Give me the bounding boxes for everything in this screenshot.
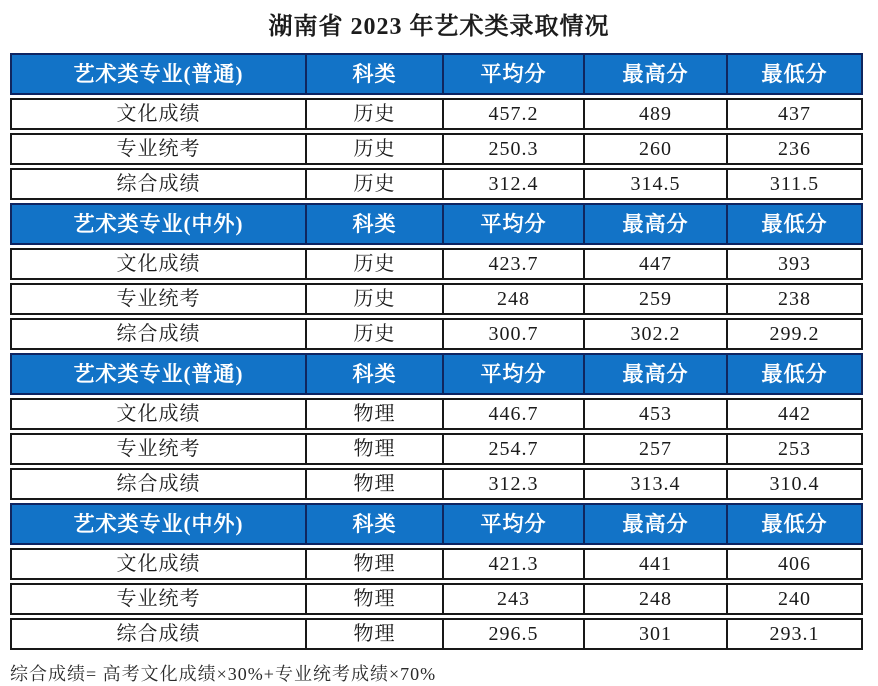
cell-average: 312.4 bbox=[442, 168, 583, 200]
cell-average: 446.7 bbox=[442, 398, 583, 430]
cell-subject: 物理 bbox=[305, 398, 442, 430]
cell-score-type: 综合成绩 bbox=[10, 618, 305, 650]
column-header-lowest: 最低分 bbox=[726, 203, 863, 245]
cell-highest: 313.4 bbox=[583, 468, 726, 500]
cell-lowest: 293.1 bbox=[726, 618, 863, 650]
cell-subject: 物理 bbox=[305, 618, 442, 650]
table-section bbox=[10, 503, 863, 650]
cell-score-type: 文化成绩 bbox=[10, 398, 305, 430]
page-title: 湖南省 2023 年艺术类录取情况 bbox=[268, 14, 610, 40]
table-row bbox=[10, 318, 863, 350]
footnote: 综合成绩= 高考文化成绩×30%+专业统考成绩×70% bbox=[10, 664, 437, 684]
cell-lowest: 393 bbox=[726, 248, 863, 280]
cell-subject: 物理 bbox=[305, 548, 442, 580]
table-section bbox=[10, 53, 863, 200]
cell-subject: 物理 bbox=[305, 468, 442, 500]
cell-subject: 物理 bbox=[305, 583, 442, 615]
cell-lowest: 310.4 bbox=[726, 468, 863, 500]
section-header-row bbox=[10, 53, 863, 95]
column-header-subject: 科类 bbox=[305, 503, 442, 545]
cell-average: 296.5 bbox=[442, 618, 583, 650]
table-row bbox=[10, 98, 863, 130]
table-row bbox=[10, 248, 863, 280]
cell-average: 250.3 bbox=[442, 133, 583, 165]
cell-highest: 260 bbox=[583, 133, 726, 165]
cell-average: 243 bbox=[442, 583, 583, 615]
cell-highest: 314.5 bbox=[583, 168, 726, 200]
cell-highest: 441 bbox=[583, 548, 726, 580]
cell-highest: 257 bbox=[583, 433, 726, 465]
section-header-row bbox=[10, 203, 863, 245]
table-section bbox=[10, 353, 863, 500]
cell-score-type: 专业统考 bbox=[10, 583, 305, 615]
cell-subject: 历史 bbox=[305, 283, 442, 315]
cell-score-type: 专业统考 bbox=[10, 433, 305, 465]
column-header-category: 艺术类专业(中外) bbox=[10, 503, 305, 545]
column-header-lowest: 最低分 bbox=[726, 53, 863, 95]
cell-score-type: 综合成绩 bbox=[10, 468, 305, 500]
column-header-category: 艺术类专业(普通) bbox=[10, 53, 305, 95]
column-header-subject: 科类 bbox=[305, 203, 442, 245]
cell-average: 248 bbox=[442, 283, 583, 315]
table-row bbox=[10, 398, 863, 430]
cell-score-type: 文化成绩 bbox=[10, 98, 305, 130]
table-row bbox=[10, 618, 863, 650]
cell-score-type: 综合成绩 bbox=[10, 168, 305, 200]
cell-average: 457.2 bbox=[442, 98, 583, 130]
cell-lowest: 437 bbox=[726, 98, 863, 130]
cell-subject: 历史 bbox=[305, 318, 442, 350]
cell-score-type: 综合成绩 bbox=[10, 318, 305, 350]
cell-highest: 302.2 bbox=[583, 318, 726, 350]
table-row bbox=[10, 468, 863, 500]
cell-average: 423.7 bbox=[442, 248, 583, 280]
column-header-average: 平均分 bbox=[442, 53, 583, 95]
column-header-subject: 科类 bbox=[305, 53, 442, 95]
section-header-row bbox=[10, 503, 863, 545]
column-header-lowest: 最低分 bbox=[726, 353, 863, 395]
cell-lowest: 253 bbox=[726, 433, 863, 465]
column-header-category: 艺术类专业(普通) bbox=[10, 353, 305, 395]
column-header-highest: 最高分 bbox=[583, 353, 726, 395]
column-header-average: 平均分 bbox=[442, 503, 583, 545]
cell-score-type: 专业统考 bbox=[10, 133, 305, 165]
column-header-lowest: 最低分 bbox=[726, 503, 863, 545]
table-row bbox=[10, 433, 863, 465]
cell-highest: 301 bbox=[583, 618, 726, 650]
cell-average: 300.7 bbox=[442, 318, 583, 350]
table-row bbox=[10, 583, 863, 615]
cell-lowest: 238 bbox=[726, 283, 863, 315]
column-header-category: 艺术类专业(中外) bbox=[10, 203, 305, 245]
column-header-subject: 科类 bbox=[305, 353, 442, 395]
admissions-table bbox=[10, 50, 863, 653]
cell-lowest: 299.2 bbox=[726, 318, 863, 350]
column-header-highest: 最高分 bbox=[583, 53, 726, 95]
cell-highest: 248 bbox=[583, 583, 726, 615]
section-header-row bbox=[10, 353, 863, 395]
column-header-highest: 最高分 bbox=[583, 503, 726, 545]
table-row bbox=[10, 548, 863, 580]
cell-highest: 259 bbox=[583, 283, 726, 315]
cell-lowest: 406 bbox=[726, 548, 863, 580]
cell-score-type: 文化成绩 bbox=[10, 248, 305, 280]
cell-score-type: 专业统考 bbox=[10, 283, 305, 315]
cell-average: 312.3 bbox=[442, 468, 583, 500]
column-header-average: 平均分 bbox=[442, 203, 583, 245]
cell-highest: 453 bbox=[583, 398, 726, 430]
cell-lowest: 442 bbox=[726, 398, 863, 430]
cell-score-type: 文化成绩 bbox=[10, 548, 305, 580]
cell-lowest: 240 bbox=[726, 583, 863, 615]
cell-lowest: 311.5 bbox=[726, 168, 863, 200]
cell-subject: 历史 bbox=[305, 248, 442, 280]
cell-average: 421.3 bbox=[442, 548, 583, 580]
cell-lowest: 236 bbox=[726, 133, 863, 165]
cell-subject: 历史 bbox=[305, 168, 442, 200]
cell-subject: 历史 bbox=[305, 98, 442, 130]
column-header-average: 平均分 bbox=[442, 353, 583, 395]
table-row bbox=[10, 168, 863, 200]
table-row bbox=[10, 283, 863, 315]
cell-highest: 489 bbox=[583, 98, 726, 130]
cell-average: 254.7 bbox=[442, 433, 583, 465]
column-header-highest: 最高分 bbox=[583, 203, 726, 245]
cell-subject: 历史 bbox=[305, 133, 442, 165]
cell-highest: 447 bbox=[583, 248, 726, 280]
table-row bbox=[10, 133, 863, 165]
cell-subject: 物理 bbox=[305, 433, 442, 465]
table-section bbox=[10, 203, 863, 350]
